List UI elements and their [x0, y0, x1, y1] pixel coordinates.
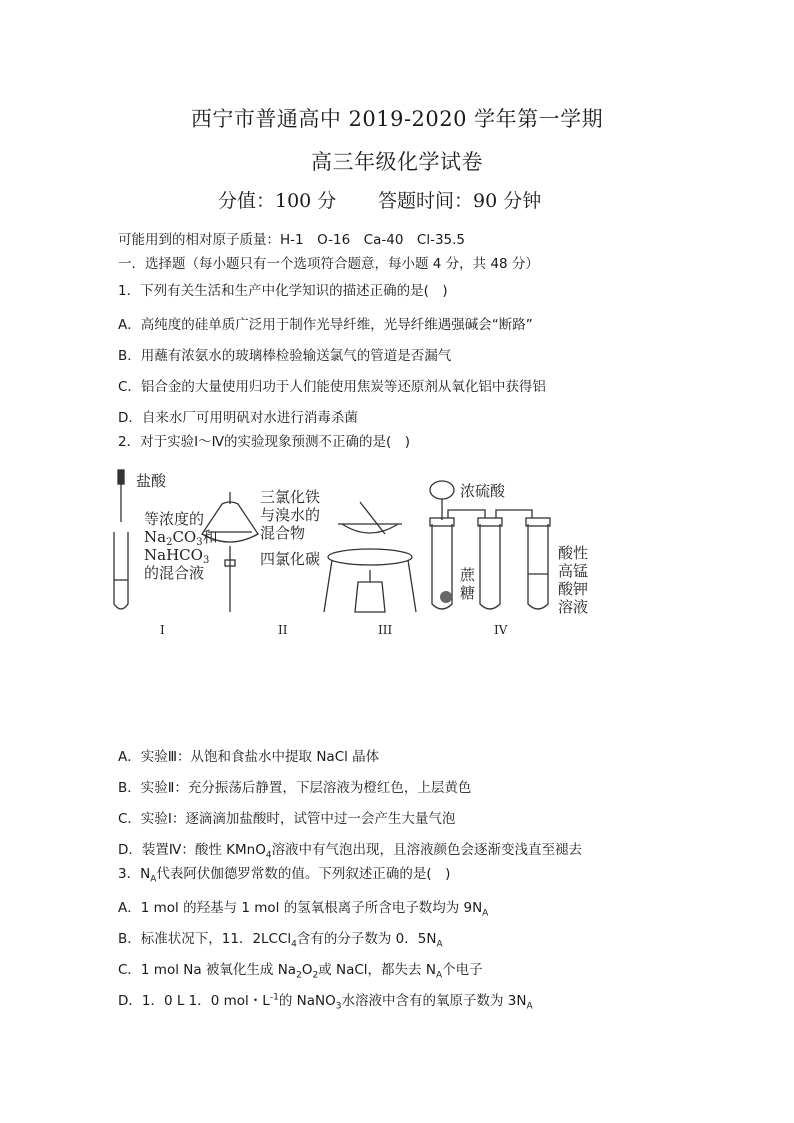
q3-stem: 3．$N_A$代表阿伏伽德罗常数的值。下列叙述正确的是( ) [118, 866, 451, 885]
label-ccl4: 四氯化碳 [260, 550, 321, 568]
sugar-sample [440, 591, 452, 603]
label-kmno4-4: 溶液 [558, 598, 589, 616]
label-exp-iii: III [378, 623, 393, 637]
label-exp-ii: II [278, 623, 288, 637]
q2-stem: 2．对于实验Ⅰ～Ⅳ的实验现象预测不正确的是( ) [118, 434, 411, 450]
q1-option-a: A．高纯度的硅单质广泛用于制作光导纤维，光导纤维遇强碱会“断路” [118, 317, 533, 333]
q3-option-c: C．1 mol Na 被氧化生成 $Na_2O_2$或 NaCl，都失去 $N_A$个电子 [118, 962, 483, 981]
label-kmno4-3: 酸钾 [558, 580, 589, 598]
score-info: 分值：100 分 [218, 190, 337, 212]
label-sugar-2: 糖 [460, 584, 476, 602]
section-heading: 一．选择题（每小题只有一个选项符合题意，每小题 4 分，共 48 分） [118, 256, 539, 272]
label-kmno4-1: 酸性 [558, 544, 589, 562]
q2-option-d: D．装置Ⅳ：酸性 KMnO$_4$溶液中有气泡出现，且溶液颜色会逐渐变浅直至褪去 [118, 842, 583, 861]
evaporating-dish [342, 524, 398, 533]
q1-option-b: B．用蘸有浓氨水的玻璃棒检验输送氯气的管道是否漏气 [118, 348, 452, 364]
label-mix-3: NaHCO$_3$ [144, 546, 210, 566]
label-kmno4-2: 高锰 [558, 562, 589, 580]
dropping-funnel [430, 481, 454, 499]
q2-option-b: B．实验Ⅱ：充分振荡后静置，下层溶液为橙红色，上层黄色 [118, 780, 472, 796]
label-fecl3-3: 混合物 [260, 524, 306, 542]
label-mix-1: 等浓度的 [144, 510, 205, 528]
test-tube-1 [114, 532, 128, 609]
label-mix-2: $Na_2CO_3$和 [144, 528, 218, 548]
label-exp-iv: IV [494, 623, 508, 637]
time-info: 答题时间：90 分钟 [378, 190, 542, 212]
test-tube-c [528, 524, 548, 609]
q3-option-b: B．标准状况下，11．2LCCl$_4$含有的分子数为 0．$5N_A$ [118, 931, 443, 950]
label-exp-i: I [160, 623, 165, 637]
atomic-masses: 可能用到的相对原子质量：H-1 O-16 Ca-40 Cl-35.5 [118, 232, 466, 248]
connector-1 [448, 510, 485, 518]
dropper-bulb [118, 470, 124, 484]
label-fecl3-1: 三氯化铁 [260, 488, 321, 506]
q1-option-d: D．自来水厂可用明矾对水进行消毒杀菌 [118, 410, 358, 426]
q1-option-c: C．铝合金的大量使用归功于人们能使用焦炭等还原剂从氧化铝中获得铝 [118, 379, 546, 395]
label-hcl: 盐酸 [136, 472, 167, 490]
label-fecl3-2: 与溴水的 [260, 506, 321, 524]
experiment-figure [110, 462, 700, 642]
q2-option-c: C．实验Ⅰ：逐滴滴加盐酸时，试管中过一会产生大量气泡 [118, 811, 456, 827]
q1-stem: 1．下列有关生活和生产中化学知识的描述正确的是( ) [118, 283, 448, 299]
q3-option-a: A．1 mol 的羟基与 1 mol 的氢氧根离子所含电子数均为 $9N_A$ [118, 900, 489, 919]
q3-option-d: D．1．0 L 1．0 mol・$L^{-1}$的 NaNO$_3$水溶液中含有的氧原子数为 $3N_A$ [118, 992, 533, 1012]
label-mix-4: 的混合液 [144, 564, 205, 582]
exam-subtitle: 高三年级化学试卷 [311, 150, 483, 174]
alcohol-lamp [355, 582, 385, 612]
q2-option-a: A．实验Ⅲ：从饱和食盐水中提取 NaCl 晶体 [118, 749, 380, 765]
glass-rod [360, 502, 385, 534]
tripod-ring [328, 549, 412, 565]
test-tube-b [480, 524, 500, 609]
connector-2 [496, 510, 532, 518]
label-h2so4: 浓硫酸 [460, 482, 506, 500]
label-sugar-1: 蔗 [460, 566, 476, 584]
exam-title: 西宁市普通高中 2019-2020 学年第一学期 [190, 107, 604, 131]
